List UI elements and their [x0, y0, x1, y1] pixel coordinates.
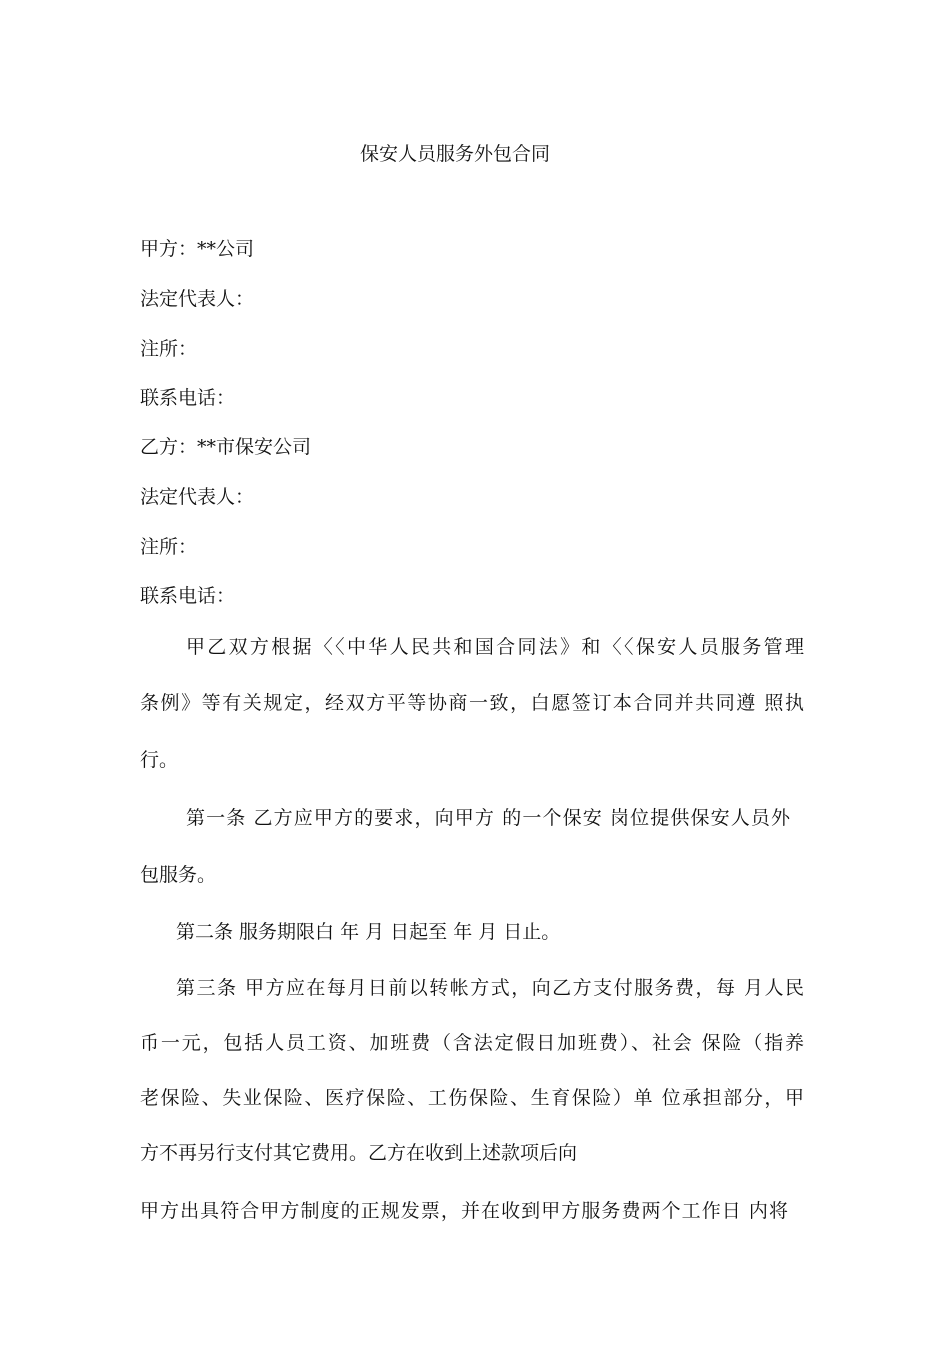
- article-3-line: 老保险、失业保险、医疗保险、工伤保险、生育保险）单 位承担部分，甲: [140, 1087, 804, 1109]
- article-3-line: 第三条 甲方应在每月日前以转帐方式，向乙方支付服务费，每 月人民: [176, 977, 804, 999]
- preamble-line: 行。: [140, 749, 179, 771]
- party-a-address: 注所：: [140, 338, 198, 360]
- article-1-line: 第一条 乙方应甲方的要求，向甲方 的一个保安 岗位提供保安人员外: [186, 807, 790, 829]
- article-3-line: 甲方出具符合甲方制度的正规发票，并在收到甲方服务费两个工作日 内将: [140, 1200, 788, 1222]
- article-3-line: 币一元，包括人员工资、加班费（含法定假日加班费）、社会 保险（指养: [140, 1032, 804, 1054]
- preamble-line: 甲乙双方根据〈〈中华人民共和国合同法》和〈〈保安人员服务管理: [186, 636, 804, 658]
- party-b-name: 乙方：**市保安公司: [140, 436, 312, 458]
- article-1-line: 包服务。: [140, 864, 217, 886]
- document-title: 保安人员服务外包合同: [359, 143, 550, 165]
- party-a-representative: 法定代表人：: [140, 288, 255, 310]
- preamble-line: 条例》等有关规定，经双方平等协商一致，白愿签订本合同并共同遵 照执: [140, 692, 804, 714]
- party-b-address: 注所：: [140, 536, 198, 558]
- party-b-representative: 法定代表人：: [140, 486, 255, 508]
- article-3-line: 方不再另行支付其它费用。乙方在收到上述款项后向: [140, 1142, 578, 1164]
- party-a-name: 甲方：**公司: [140, 238, 255, 260]
- article-2-line: 第二条 服务期限白 年 月 日起至 年 月 日止。: [176, 921, 561, 943]
- party-a-phone: 联系电话：: [140, 387, 236, 409]
- party-b-phone: 联系电话：: [140, 585, 236, 607]
